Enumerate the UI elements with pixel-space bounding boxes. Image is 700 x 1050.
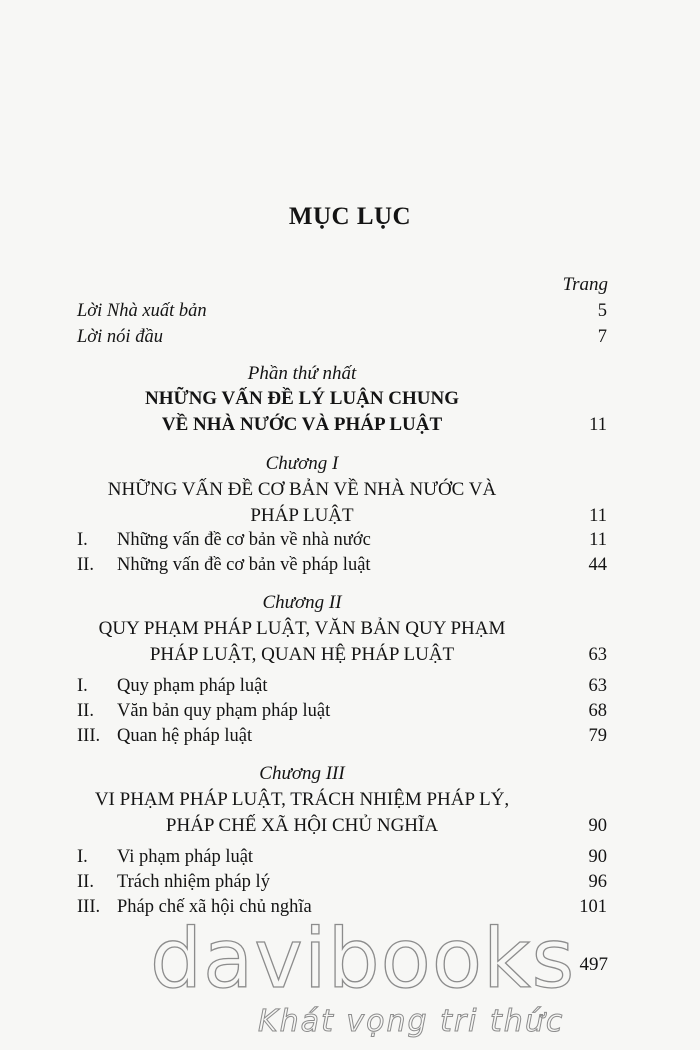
toc-entry-page: 5 <box>597 301 607 321</box>
section-title: Những vấn đề cơ bản về pháp luật <box>117 555 371 575</box>
toc-entry <box>77 325 607 349</box>
chapter-page: 90 <box>588 816 607 836</box>
toc-section <box>77 674 607 698</box>
chapter-page: 11 <box>589 506 607 526</box>
section-title: Quan hệ pháp luật <box>117 726 253 746</box>
toc-entry <box>77 299 607 323</box>
section-number: I. <box>77 847 88 867</box>
section-number: III. <box>77 897 101 917</box>
section-number: III. <box>77 726 101 746</box>
section-title: Trách nhiệm pháp lý <box>117 872 270 892</box>
section-page: 96 <box>588 872 607 892</box>
part-label: Phần thứ nhất <box>247 363 357 384</box>
toc-section <box>77 699 607 723</box>
watermark-brand: davibooks <box>150 912 576 1007</box>
section-title: Văn bản quy phạm pháp luật <box>117 701 331 721</box>
toc-section <box>77 724 607 748</box>
section-number: II. <box>77 555 94 575</box>
section-page: 79 <box>588 726 607 746</box>
watermark-tagline: Khát vọng tri thức <box>258 1004 565 1039</box>
chapter-label: Chương I <box>265 453 339 474</box>
toc-entry-label: Lời nói đầu <box>77 327 163 347</box>
section-page: 101 <box>579 897 607 917</box>
toc-section <box>77 870 607 894</box>
chapter-title: QUY PHẠM PHÁP LUẬT, VĂN BẢN QUY PHẠM <box>98 618 506 639</box>
part-title: VỀ NHÀ NƯỚC VÀ PHÁP LUẬT <box>161 414 443 435</box>
toc-section <box>77 845 607 869</box>
chapter-title: NHỮNG VẤN ĐỀ CƠ BẢN VỀ NHÀ NƯỚC VÀ <box>107 479 497 500</box>
part-page: 11 <box>589 415 607 435</box>
section-title: Vi phạm pháp luật <box>117 847 254 867</box>
toc-entry-page: 7 <box>597 327 607 347</box>
section-number: II. <box>77 872 94 892</box>
page-number: 497 <box>579 954 608 975</box>
chapter-title: VI PHẠM PHÁP LUẬT, TRÁCH NHIỆM PHÁP LÝ, <box>94 789 510 810</box>
section-number: I. <box>77 676 88 696</box>
toc-section <box>77 553 607 577</box>
section-page: 63 <box>588 676 607 696</box>
section-number: I. <box>77 530 88 550</box>
chapter-page: 63 <box>588 645 607 665</box>
chapter-label: Chương III <box>259 763 345 784</box>
section-title: Những vấn đề cơ bản về nhà nước <box>117 530 371 550</box>
section-page: 11 <box>589 530 607 550</box>
chapter-title: PHÁP LUẬT, QUAN HỆ PHÁP LUẬT <box>149 644 455 665</box>
section-title: Quy phạm pháp luật <box>117 676 268 696</box>
toc-section <box>77 528 607 552</box>
section-page: 44 <box>588 555 607 575</box>
chapter-title: PHÁP CHẾ XÃ HỘI CHỦ NGHĨA <box>165 815 439 836</box>
chapter-label: Chương II <box>262 592 342 613</box>
section-page: 90 <box>588 847 607 867</box>
page-title: MỤC LỤC <box>288 203 412 230</box>
toc-entry-label: Lời Nhà xuất bản <box>77 301 207 321</box>
chapter-title: PHÁP LUẬT <box>250 505 354 526</box>
section-page: 68 <box>588 701 607 721</box>
section-number: II. <box>77 701 94 721</box>
page-column-header: Trang <box>562 274 608 295</box>
part-title: NHỮNG VẤN ĐỀ LÝ LUẬN CHUNG <box>144 388 460 409</box>
section-title: Pháp chế xã hội chủ nghĩa <box>117 897 312 917</box>
